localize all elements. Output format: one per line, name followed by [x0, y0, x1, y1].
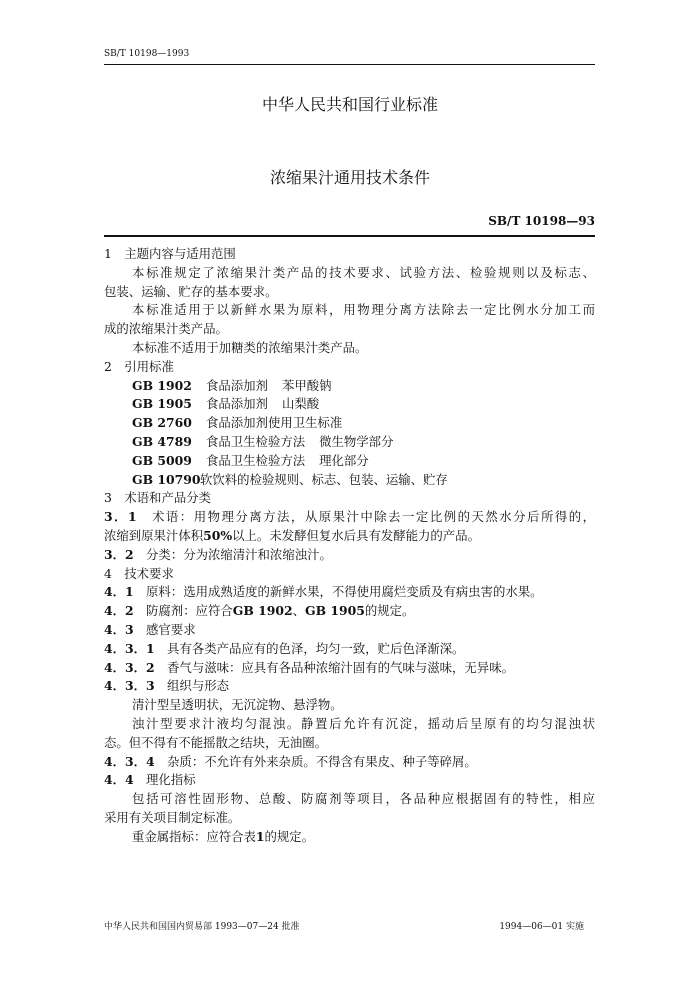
paragraph-line: 浊汁型要求汁液均匀混浊。静置后允许有沉淀，摇动后呈原有的均匀混浊状: [132, 715, 595, 731]
reference-row: [104, 414, 595, 433]
paragraph-line: 包括可溶性固形物、总酸、防腐剂等项目，各品种应根据固有的特性，相应: [132, 791, 595, 807]
section-3-heading: 3 术语和产品分类: [104, 490, 212, 506]
clause-number: 4．3: [104, 621, 134, 637]
document-title: 浓缩果汁通用技术条件: [269, 168, 430, 187]
paragraph-line: 本标准不适用于加糖类的浓缩果汁类产品。: [132, 339, 368, 355]
clause-text: 的规定。: [264, 828, 315, 844]
reference-name: 食品添加剂使用卫生标准: [206, 415, 343, 431]
reference-row: [104, 433, 595, 452]
paragraph-line: [104, 828, 595, 847]
paragraph-line: [104, 546, 595, 565]
clause-number: 3．1: [104, 509, 137, 525]
clause-text: 具有各类产品应有的色泽，均匀一致，贮后色泽渐深。: [167, 640, 465, 656]
clause-text: 防腐剂：应符合: [146, 603, 233, 619]
standard-number: SB/T 10198—93: [488, 214, 595, 228]
paragraph-line: [104, 677, 595, 696]
reference-name: 食品卫生检验方法: [206, 433, 306, 449]
section-2-heading: 2 引用标准: [104, 358, 174, 374]
standard-category-title: 中华人民共和国行业标准: [261, 95, 438, 114]
clause-text: 香气与滋味：应具有各品种浓缩汁固有的气味与滋味，无异味。: [167, 659, 514, 675]
header-divider: [104, 64, 595, 65]
clause-text: 分类：分为浓缩清汁和浓缩浊汁。: [146, 546, 332, 562]
reference-sub: 理化部分: [319, 452, 369, 468]
paragraph-line: 包装、运输、贮存的基本要求。: [104, 283, 278, 299]
document-body: [104, 245, 595, 847]
standard-reference: GB 1902: [232, 603, 293, 619]
clause-text: 重金属指标：应符合表: [132, 828, 256, 844]
clause-text: 杂质：不允许有外来杂质。不得含有果皮、种子等碎屑。: [167, 753, 477, 769]
paragraph-line: [104, 640, 595, 659]
effective-date: 1994—06—01 实施: [499, 922, 584, 932]
reference-name: 软饮料的检验规则、标志、包装、运输、贮存: [200, 471, 448, 487]
clause-number: 4．3．1: [104, 640, 155, 656]
reference-row: [104, 395, 595, 414]
table-reference: 1: [255, 828, 265, 844]
reference-code: GB 4789: [132, 433, 192, 449]
clause-text: 以上。未发酵但复水后具有发酵能力的产品。: [232, 527, 480, 543]
paragraph-line: [104, 621, 595, 640]
reference-code: GB 5009: [132, 452, 192, 468]
clause-number: 4．3．4: [104, 753, 155, 769]
reference-row: [104, 471, 595, 490]
paragraph-line: 本标准适用于以新鲜水果为原料，用物理分离方法除去一定比例水分加工而: [132, 302, 595, 318]
clause-text: 组织与形态: [167, 678, 229, 694]
clause-text: 、: [292, 603, 306, 619]
paragraph-line: [104, 508, 595, 527]
clause-number: 4．2: [104, 603, 134, 619]
paragraph-line: 清汁型呈透明状，无沉淀物、悬浮物。: [132, 697, 343, 713]
percentage-value: 50%: [203, 527, 233, 543]
reference-sub: 微生物学部分: [319, 433, 394, 449]
paragraph-line: [104, 771, 595, 790]
reference-sub: 山梨酸: [281, 396, 320, 412]
paragraph-line: 采用有关项目制定标准。: [104, 809, 241, 825]
paragraph-line: [104, 602, 595, 621]
paragraph-line: [104, 583, 595, 602]
reference-sub: 苯甲酸钠: [281, 377, 332, 393]
standard-reference: GB 1905: [305, 603, 365, 619]
reference-code: GB 1902: [132, 377, 192, 393]
reference-name: 食品添加剂: [206, 396, 268, 412]
header-standard-code: SB/T 10198—1993: [104, 49, 190, 59]
clause-text: 理化指标: [146, 772, 196, 788]
paragraph-line: 态。但不得有不能摇散之结块，无油圈。: [104, 734, 328, 750]
section-4-heading: 4 技术要求: [104, 565, 174, 581]
clause-number: 4．3．3: [104, 678, 155, 694]
paragraph-line: [104, 753, 595, 772]
reference-name: 食品卫生检验方法: [206, 452, 306, 468]
reference-code: GB 2760: [132, 415, 192, 431]
clause-text: 原料：选用成熟适度的新鲜水果，不得使用腐烂变质及有病虫害的水果。: [146, 584, 543, 600]
clause-text: 术语：用物理分离方法，从原果汁中除去一定比例的天然水分后所得的，: [152, 509, 596, 525]
clause-text: 感官要求: [146, 621, 196, 637]
paragraph-line: [104, 659, 595, 678]
clause-number: 4．1: [104, 584, 134, 600]
reference-name: 食品添加剂: [206, 377, 268, 393]
clause-number: 3．2: [104, 546, 134, 562]
paragraph-line: [104, 527, 595, 546]
clause-number: 4．3．2: [104, 659, 155, 675]
title-divider: [104, 235, 595, 237]
paragraph-line: 本标准规定了浓缩果汁类产品的技术要求、试验方法、检验规则以及标志、: [132, 264, 595, 280]
clause-number: 4．4: [104, 772, 134, 788]
reference-row: [104, 452, 595, 471]
approval-note: 中华人民共和国国内贸易部 1993—07—24 批准: [104, 922, 300, 932]
reference-code: GB 1905: [132, 396, 192, 412]
paragraph-line: 成的浓缩果汁类产品。: [104, 321, 228, 337]
clause-text: 的规定。: [364, 603, 415, 619]
reference-row: [104, 377, 595, 396]
reference-code: GB 10790: [132, 471, 201, 487]
clause-text: 浓缩到原果汁体积: [104, 527, 204, 543]
section-1-heading: 1 主题内容与适用范围: [104, 246, 236, 261]
